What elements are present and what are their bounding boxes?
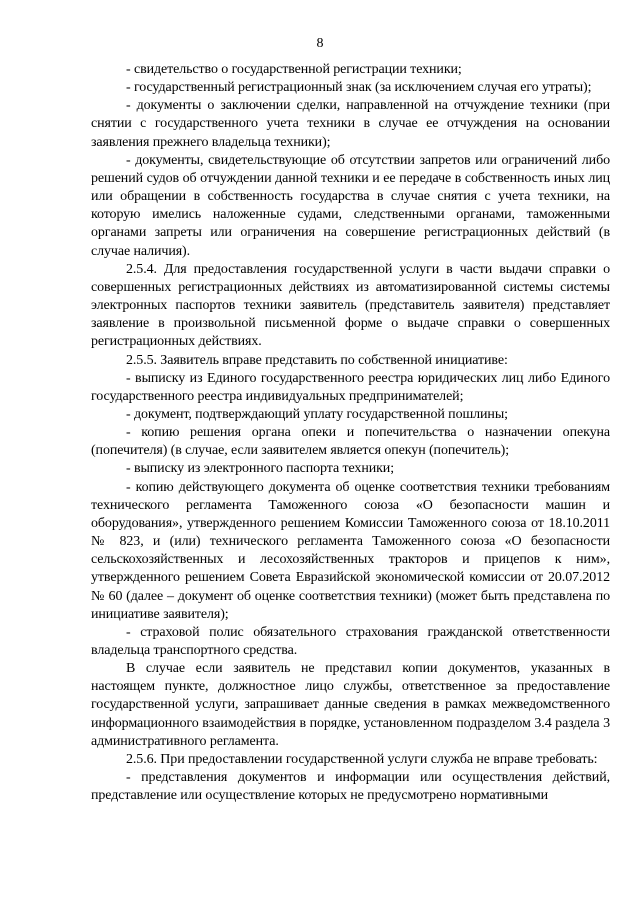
- paragraph: - страховой полис обязательного страхования гражданской ответственности владельца транспортного средства.: [91, 624, 610, 658]
- paragraph: В случае если заявитель не представил копии документов, указанных в настоящем пункте, должностное лицо службы, ответственное за предоставление государственной услуги, запрашивает данные сведения в рамках межведомственного информационного взаимодействия в порядке, установленном подразделом 3.4 раздела 3 административного регламента.: [91, 661, 610, 749]
- document-body: [91, 61, 610, 805]
- paragraph: 2.5.4. Для предоставления государственной услуги в части выдачи справки о совершенных регистрационных действиях из автоматизированной системы системы электронных паспортов техники заявитель (представитель заявителя) представляет заявление в произвольной письменной форме о выдаче справки о совершенных регистрационных действиях.: [91, 261, 610, 350]
- paragraph: - представления документов и информации или осуществления действий, представление или осуществление которых не предусмотрено нормативными: [91, 770, 610, 804]
- paragraph: - выписку из электронного паспорта техники;: [126, 461, 394, 477]
- paragraph: 2.5.6. При предоставлении государственной услуги служба не вправе требовать:: [126, 751, 598, 767]
- paragraph: - копию действующего документа об оценке соответствия техники требованиям технического регламента Таможенного союза «О безопасности машин и оборудования», утвержденного решением Комиссии Таможенного союза от 18.10.2011 № 823, и (или) технического регламента Таможенного союза «О безопасности сельскохозяйственных и лесохозяйственных тракторов и прицепов к ним», утвержденного решением Совета Евразийской экономической комиссии от 20.07.2012 № 60 (далее – документ об оценке соответствия техники) (может быть представлена по инициативе заявителя);: [91, 479, 610, 622]
- paragraph: - государственный регистрационный знак (за исключением случая его утраты);: [126, 80, 592, 96]
- paragraph: - документ, подтверждающий уплату государственной пошлины;: [126, 406, 508, 422]
- page-number: 8: [316, 36, 324, 51]
- paragraph: - копию решения органа опеки и попечительства о назначении опекуна (попечителя) (в случае, если заявителем является опекун (попечитель);: [91, 425, 610, 459]
- paragraph: - свидетельство о государственной регистрации техники;: [126, 62, 462, 77]
- paragraph: - документы, свидетельствующие об отсутствии запретов или ограничений либо решений судов об отчуждении данной техники и ее передаче в собственность иных лиц или обращении в собственность государства в случае снятия с учета техники, на которую имелись наложенные судами, следственными органами, таможенными органами запреты или ограничения на совершение регистрационных действий (в случае наличия).: [91, 152, 610, 259]
- paragraph: - документы о заключении сделки, направленной на отчуждение техники (при снятии с государственного учета техники в случае ее отчуждения на основании заявления прежнего владельца техники);: [91, 98, 610, 150]
- paragraph: - выписку из Единого государственного реестра юридических лиц либо Единого государственного реестра индивидуальных предпринимателей;: [91, 370, 610, 404]
- paragraph: 2.5.5. Заявитель вправе представить по собственной инициативе:: [126, 352, 508, 368]
